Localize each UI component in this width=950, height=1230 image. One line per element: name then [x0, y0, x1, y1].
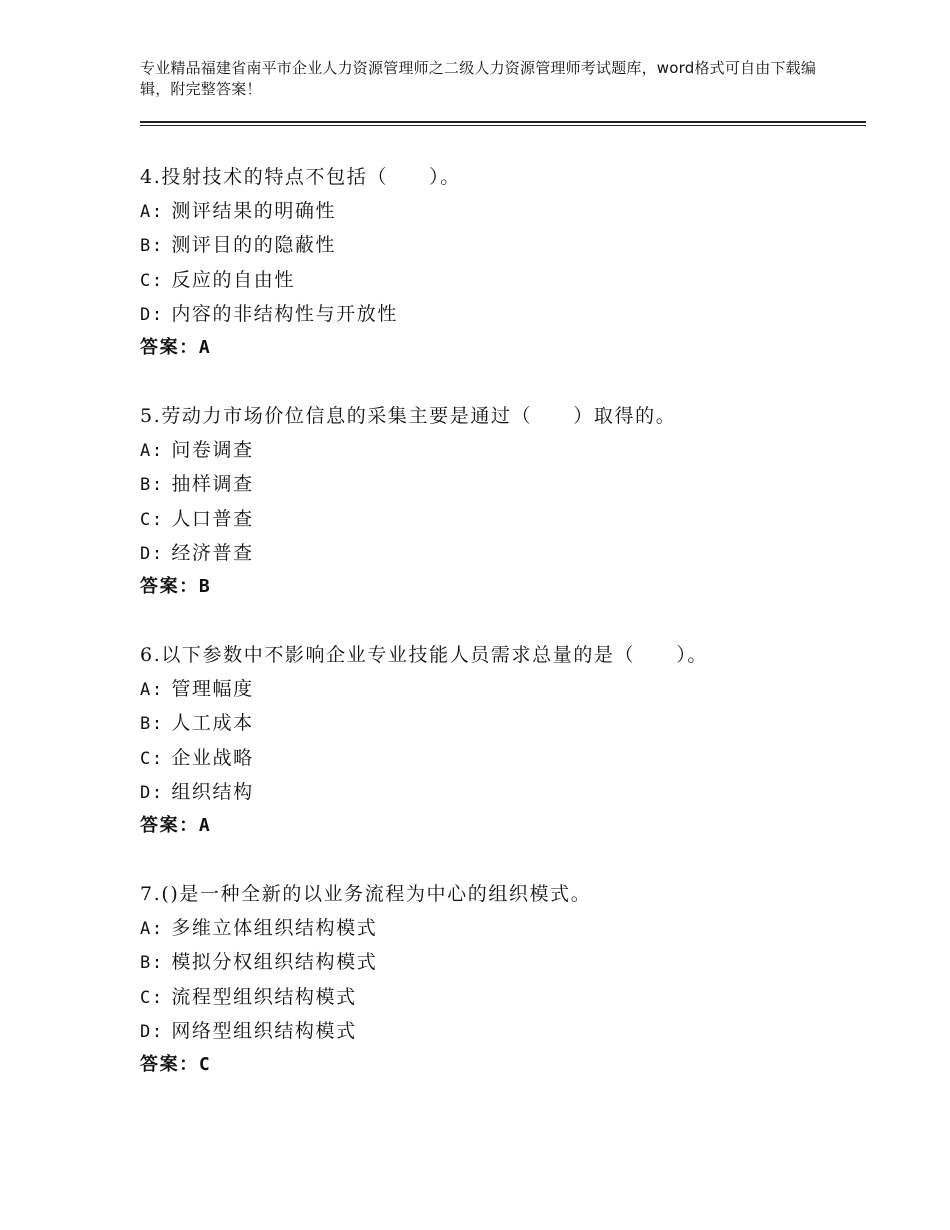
- option-b: [140, 945, 860, 979]
- document-header-title: 专业精品福建省南平市企业人力资源管理师之二级人力资源管理师考试题库，word格式可自由下载编辑，附完整答案！: [140, 59, 817, 98]
- option-d: [140, 536, 860, 570]
- answer-line: [140, 331, 860, 365]
- question-stem: 7.()是一种全新的以业务流程为中心的组织模式。: [140, 883, 592, 905]
- option-text: 组织结构: [171, 780, 254, 803]
- question-stem: 6.以下参数中不影响企业专业技能人员需求总量的是（ ）。: [140, 644, 709, 666]
- answer-line: [140, 570, 860, 604]
- option-a: [140, 433, 860, 467]
- option-b: [140, 228, 860, 262]
- option-text: 网络型组织结构模式: [171, 1019, 357, 1042]
- option-text: 问卷调查: [171, 439, 254, 462]
- option-c: [140, 263, 860, 297]
- answer-line: [140, 809, 860, 843]
- option-key: B:: [140, 953, 164, 974]
- question-block: [140, 160, 860, 365]
- answer-value: A: [198, 336, 212, 358]
- option-text: 测评目的的隐蔽性: [171, 234, 337, 257]
- option-key: A:: [140, 919, 164, 940]
- option-d: [140, 297, 860, 331]
- option-c: [140, 980, 860, 1014]
- option-c: [140, 502, 860, 536]
- header-divider: [140, 121, 866, 123]
- option-a: [140, 911, 860, 945]
- answer-label: 答案：: [140, 575, 199, 597]
- option-text: 多维立体组织结构模式: [171, 917, 378, 940]
- option-a: [140, 194, 860, 228]
- option-text: 企业战略: [171, 746, 254, 769]
- answer-label: 答案：: [140, 1053, 199, 1075]
- option-key: A:: [140, 680, 164, 701]
- option-key: D:: [140, 1021, 164, 1042]
- option-key: C:: [140, 748, 164, 769]
- option-text: 内容的非结构性与开放性: [171, 302, 398, 325]
- option-key: B:: [140, 714, 164, 735]
- answer-label: 答案：: [140, 814, 199, 836]
- answer-value: C: [198, 1053, 212, 1075]
- option-text: 反应的自由性: [171, 268, 295, 291]
- option-text: 人口普查: [171, 507, 254, 530]
- option-key: C:: [140, 270, 164, 291]
- option-c: [140, 741, 860, 775]
- option-key: B:: [140, 236, 164, 257]
- option-key: A:: [140, 441, 164, 462]
- header-divider-thin: [140, 125, 866, 126]
- option-a: [140, 672, 860, 706]
- option-d: [140, 1014, 860, 1048]
- option-text: 模拟分权组织结构模式: [171, 951, 378, 974]
- answer-value: B: [198, 575, 212, 597]
- question-stem: 4.投射技术的特点不包括（ ）。: [140, 166, 461, 188]
- option-key: B:: [140, 475, 164, 496]
- option-key: C:: [140, 509, 164, 530]
- option-text: 测评结果的明确性: [171, 200, 337, 223]
- answer-value: A: [198, 814, 212, 836]
- option-text: 管理幅度: [171, 678, 254, 701]
- option-key: D:: [140, 782, 164, 803]
- option-key: A:: [140, 202, 164, 223]
- option-key: D:: [140, 543, 164, 564]
- question-stem: 5.劳动力市场价位信息的采集主要是通过（ ）取得的。: [140, 405, 677, 427]
- answer-line: [140, 1048, 860, 1082]
- option-text: 人工成本: [171, 712, 254, 735]
- question-block: [140, 877, 860, 1082]
- question-block: [140, 399, 860, 604]
- option-key: C:: [140, 987, 164, 1008]
- answer-label: 答案：: [140, 336, 199, 358]
- option-b: [140, 706, 860, 740]
- option-text: 经济普查: [171, 541, 254, 564]
- option-text: 流程型组织结构模式: [171, 985, 357, 1008]
- option-d: [140, 775, 860, 809]
- option-b: [140, 467, 860, 501]
- question-block: [140, 638, 860, 843]
- option-key: D:: [140, 304, 164, 325]
- option-text: 抽样调查: [171, 473, 254, 496]
